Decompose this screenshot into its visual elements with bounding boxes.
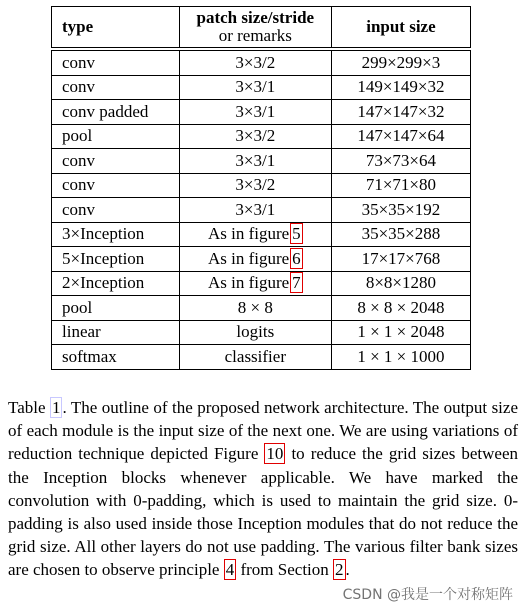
table-row [52, 75, 471, 100]
cell-patch [179, 124, 331, 149]
cell-input-size: 1 × 1 × 1000 [331, 345, 470, 370]
cell-patch-text: As in figure [207, 273, 290, 293]
cell-patch-text: As in figure [207, 224, 290, 244]
table-row [52, 49, 471, 75]
cell-input-size: 35×35×288 [331, 222, 470, 247]
caption-text-4: . [345, 560, 350, 580]
section-ref-link[interactable]: 2 [335, 560, 344, 580]
cell-input-size: 8 × 8 × 2048 [331, 296, 470, 321]
cell-patch-text: 3×3/1 [235, 199, 276, 219]
cell-input-size: 17×17×768 [331, 247, 470, 272]
cell-patch [179, 149, 331, 174]
cell-patch-text: 3×3/1 [235, 77, 276, 97]
cell-input-size: 147×147×64 [331, 124, 470, 149]
header-type: type [52, 7, 180, 50]
table-row [52, 124, 471, 149]
table-row [52, 271, 471, 296]
caption-text-2: to reduce the grid sizes between the Inception blocks whenever applicable. We have marked the convolution with 0-padding, which is used to maintain the grid size. 0-padding is also used inside those Inception modules that do not reduce the grid size. All other layers do not use padding. The various filter bank sizes are chosen to observe principle [8, 444, 518, 580]
cell-patch-text: classifier [224, 346, 286, 366]
cell-patch-text: 3×3/1 [235, 101, 276, 121]
cell-patch-text: logits [236, 322, 275, 342]
header-input-size: input size [331, 7, 470, 50]
cell-input-size: 71×71×80 [331, 173, 470, 198]
figure-ref-link[interactable]: 6 [292, 248, 301, 268]
cell-patch [179, 75, 331, 100]
table-number-link[interactable]: 1 [51, 398, 61, 417]
cell-input-size: 149×149×32 [331, 75, 470, 100]
cell-patch [179, 271, 331, 296]
table-row [52, 320, 471, 345]
cell-patch [179, 100, 331, 125]
table-row [52, 198, 471, 223]
cell-type: softmax [52, 345, 180, 370]
table-row [52, 296, 471, 321]
header-patch [179, 7, 331, 50]
cell-patch [179, 198, 331, 223]
cell-type: 5×Inception [52, 247, 180, 272]
watermark: CSDN @我是一个对称矩阵 [342, 587, 513, 603]
cell-input-size: 73×73×64 [331, 149, 470, 174]
table-row [52, 222, 471, 247]
header-patch-sub: or remarks [218, 26, 292, 45]
cell-type: 2×Inception [52, 271, 180, 296]
cell-type: 3×Inception [52, 222, 180, 247]
cell-type: conv [52, 49, 180, 75]
cell-patch [179, 222, 331, 247]
caption-text-1: . The outline of the proposed network architecture. The output size of each module is the input size of the next one. We are using variations of reduction technique depicted Figure [8, 398, 518, 464]
architecture-table [51, 6, 471, 370]
table-row [52, 345, 471, 370]
cell-type: conv [52, 173, 180, 198]
cell-type: pool [52, 296, 180, 321]
cell-input-size: 8×8×1280 [331, 271, 470, 296]
cell-patch [179, 49, 331, 75]
cell-input-size: 35×35×192 [331, 198, 470, 223]
table-header-row [52, 7, 471, 50]
cell-patch [179, 247, 331, 272]
cell-patch-text: 3×3/1 [235, 150, 276, 170]
cell-type: conv [52, 149, 180, 174]
table-row [52, 247, 471, 272]
table-caption [8, 396, 518, 582]
cell-input-size: 147×147×32 [331, 100, 470, 125]
header-patch-main: patch size/stride [196, 8, 315, 27]
table-row [52, 149, 471, 174]
cell-input-size: 1 × 1 × 2048 [331, 320, 470, 345]
table-row [52, 173, 471, 198]
figure-ref-link[interactable]: 10 [266, 444, 284, 464]
cell-patch [179, 173, 331, 198]
caption-prefix: Table [8, 398, 50, 417]
figure-ref-link[interactable]: 5 [292, 224, 301, 244]
cell-patch-text: 8 × 8 [237, 297, 273, 317]
cell-patch-text: 3×3/2 [235, 126, 276, 146]
cell-patch-text: As in figure [207, 248, 290, 268]
cell-patch-text: 3×3/2 [235, 175, 276, 195]
cell-type: pool [52, 124, 180, 149]
cell-input-size: 299×299×3 [331, 49, 470, 75]
cell-patch [179, 320, 331, 345]
cell-type: linear [52, 320, 180, 345]
table-row [52, 100, 471, 125]
cell-patch [179, 296, 331, 321]
cell-patch-text: 3×3/2 [235, 52, 276, 72]
caption-text-3: from Section [236, 560, 334, 580]
figure-ref-link[interactable]: 7 [292, 273, 301, 293]
cell-patch [179, 345, 331, 370]
cell-type: conv [52, 198, 180, 223]
principle-ref-link[interactable]: 4 [225, 560, 235, 580]
cell-type: conv [52, 75, 180, 100]
cell-type: conv padded [52, 100, 180, 125]
